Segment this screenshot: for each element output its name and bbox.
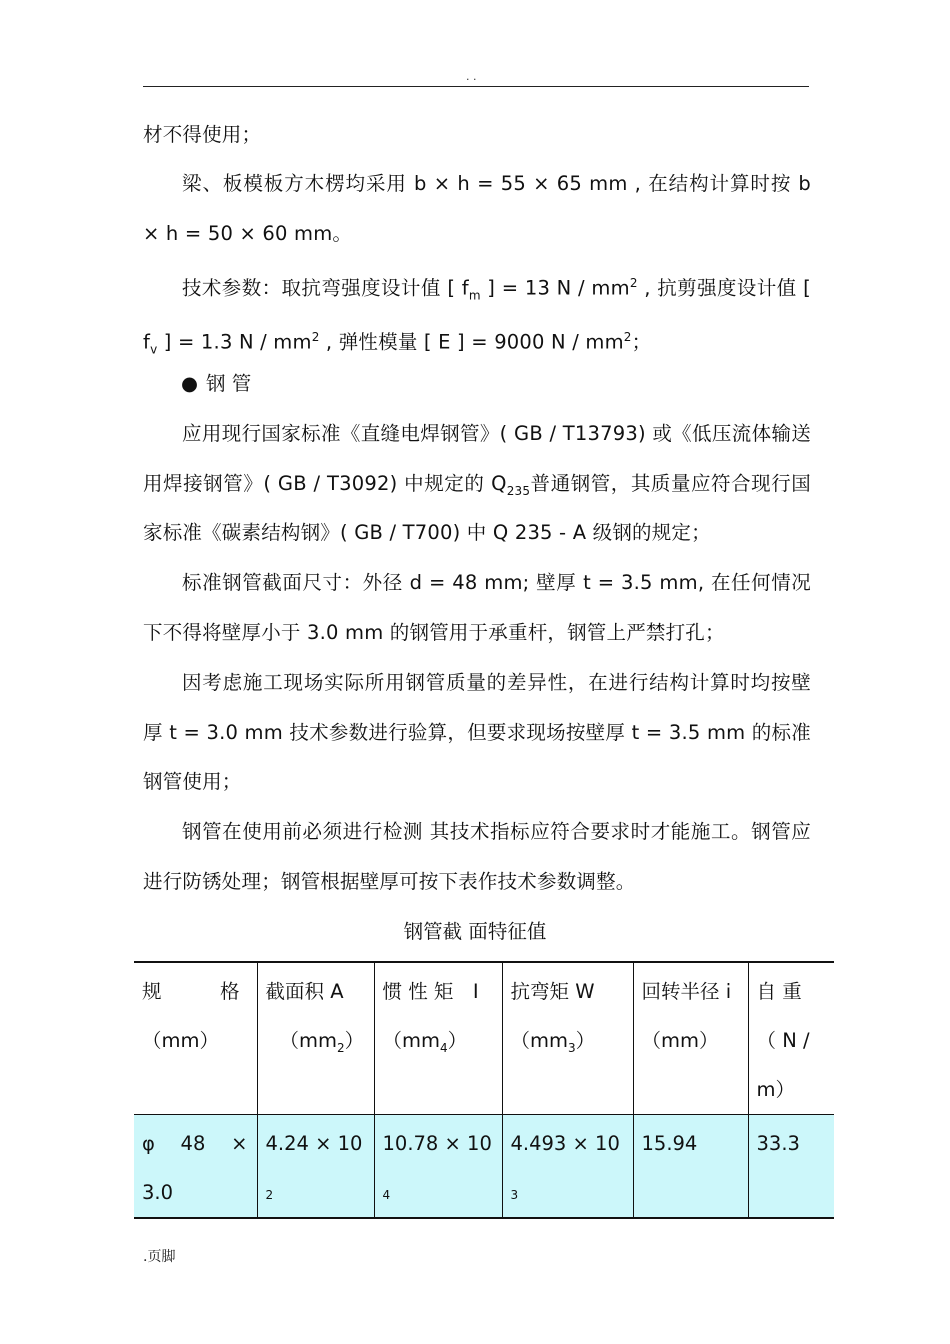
header-inertia-label: 惯 性 矩 I bbox=[382, 980, 479, 1003]
header-inertia-unit bbox=[383, 1016, 494, 1065]
header-modulus-unit-text: （mm bbox=[510, 1029, 568, 1052]
paragraph-6 bbox=[143, 658, 811, 807]
header-spec-unit: （mm） bbox=[142, 1029, 219, 1052]
header-area-label: 截面积 A bbox=[265, 980, 344, 1003]
paragraph-1-text: 材不得使用； bbox=[143, 123, 262, 146]
header-area bbox=[257, 962, 374, 1115]
cell-modulus bbox=[502, 1115, 633, 1219]
paragraph-1 bbox=[143, 110, 811, 160]
cell-spec: φ 48 × 3.0 bbox=[134, 1115, 257, 1219]
cell-inertia bbox=[374, 1115, 502, 1219]
bullet-steel-pipe bbox=[181, 362, 251, 406]
cell-radius: 15.94 bbox=[633, 1115, 748, 1219]
bullet-dot-icon: ● bbox=[181, 372, 199, 395]
header-modulus-unit-end: ） bbox=[575, 1029, 596, 1052]
header-modulus bbox=[502, 962, 633, 1115]
header-weight-unit: （ N / m） bbox=[756, 1029, 810, 1101]
header-modulus-unit-sub: 3 bbox=[568, 1041, 576, 1055]
paragraph-5 bbox=[143, 558, 811, 657]
header-modulus-unit bbox=[511, 1016, 625, 1065]
header-inertia-unit-end: ） bbox=[447, 1029, 468, 1052]
header-area-unit-text: （mm bbox=[279, 1029, 337, 1052]
header-spec bbox=[134, 962, 257, 1115]
p3-sup-2a: 2 bbox=[629, 276, 638, 290]
header-radius bbox=[633, 962, 748, 1115]
header-dots: . . bbox=[466, 70, 477, 83]
header-weight bbox=[748, 962, 834, 1115]
p3-sub-m: m bbox=[468, 288, 481, 303]
header-area-unit-end: ） bbox=[344, 1029, 365, 1052]
header-weight-label: 自 重 bbox=[756, 980, 802, 1003]
paragraph-2 bbox=[143, 159, 811, 258]
p4-part-b: 普通钢管，其质量应符合现行国家标准《碳素结构钢》( GB / T700) 中 Q 235 - A 级钢的规定； bbox=[143, 471, 811, 545]
p3-part-c: , 抗剪强度设计值 [ f bbox=[143, 276, 811, 354]
p3-part-b: ] = 13 N / mm bbox=[480, 276, 630, 300]
p3-part-e: , 弹性模量 [ E ] = 9000 N / mm bbox=[319, 330, 624, 354]
p3-sup-2c: 2 bbox=[623, 330, 632, 345]
table-title: 钢管截 面特征值 bbox=[403, 920, 547, 943]
header-modulus-label: 抗弯矩 W bbox=[510, 980, 595, 1003]
header-rule bbox=[143, 86, 809, 87]
header-inertia-unit-text: （mm bbox=[382, 1029, 440, 1052]
bullet-text: 钢 管 bbox=[206, 372, 252, 395]
paragraph-6-text: 因考虑施工现场实际所用钢管质量的差异性，在进行结构计算时均按壁厚 t = 3.0 mm 技术参数进行验算，但要求现场按壁厚 t = 3.5 mm 的标准钢管使用； bbox=[143, 671, 811, 794]
p4-sub-235: 235 bbox=[506, 483, 531, 498]
cell-weight: 33.3 bbox=[748, 1115, 834, 1219]
header-radius-unit: （mm） bbox=[641, 1029, 719, 1052]
cell-area-value: 4.24 × 10 bbox=[265, 1132, 363, 1155]
header-inertia bbox=[374, 962, 502, 1115]
header-area-unit bbox=[266, 1016, 366, 1065]
steel-pipe-spec-table bbox=[134, 961, 834, 1219]
paragraph-2-text: 梁、板模板方木楞均采用 b × h = 55 × 65 mm , 在结构计算时按 b × h = 50 × 60 mm。 bbox=[143, 172, 811, 245]
p3-sup-2b: 2 bbox=[311, 330, 320, 345]
header-radius-label: 回转半径 i bbox=[641, 980, 732, 1003]
paragraph-5-text: 标准钢管截面尺寸：外径 d = 48 mm; 壁厚 t = 3.5 mm, 在任何情况下不得将壁厚小于 3.0 mm 的钢管用于承重杆，钢管上严禁打孔； bbox=[143, 571, 811, 644]
cell-area-exp: 2 bbox=[265, 1188, 274, 1202]
table-row bbox=[134, 1115, 834, 1219]
page-footer: .页脚 bbox=[143, 1249, 176, 1265]
p3-part-f: ； bbox=[631, 330, 652, 354]
paragraph-3 bbox=[143, 259, 811, 367]
header-inertia-unit-sub: 4 bbox=[440, 1041, 448, 1055]
cell-inertia-exp: 4 bbox=[382, 1188, 391, 1202]
paragraph-4 bbox=[143, 409, 811, 558]
paragraph-7 bbox=[143, 807, 811, 906]
p3-part-d: ] = 1.3 N / mm bbox=[157, 330, 312, 354]
p4-part-a: 应用现行国家标准《直缝电焊钢管》( GB / T13793) 或《低压流体输送用焊接钢管》( GB / T3092) 中规定的 Q bbox=[143, 422, 811, 495]
cell-area bbox=[257, 1115, 374, 1219]
cell-modulus-value: 4.493 × 10 bbox=[510, 1132, 620, 1155]
p3-sub-v: v bbox=[150, 342, 158, 357]
cell-modulus-exp: 3 bbox=[510, 1188, 519, 1202]
p3-part-a: 技术参数：取抗弯强度设计值 [ f bbox=[182, 276, 469, 300]
header-spec-label: 规 格 bbox=[142, 980, 240, 1003]
header-area-unit-sub: 2 bbox=[337, 1041, 345, 1055]
cell-inertia-value: 10.78 × 10 bbox=[382, 1132, 492, 1155]
paragraph-7-text: 钢管在使用前必须进行检测 其技术指标应符合要求时才能施工。钢管应进行防锈处理；钢管根据壁厚可按下表作技术参数调整。 bbox=[143, 820, 811, 893]
table-header-row bbox=[134, 962, 834, 1115]
